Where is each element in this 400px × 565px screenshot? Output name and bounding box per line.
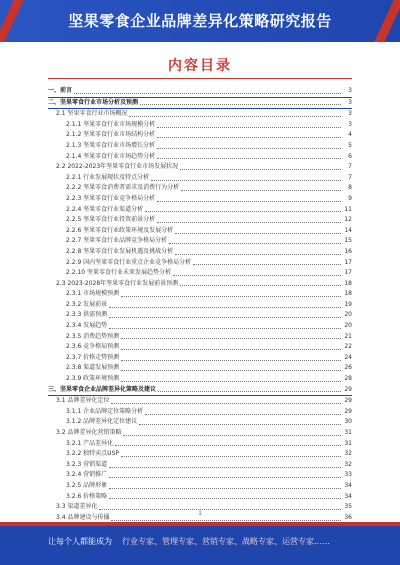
toc-entry-label: 2.2.9 国内坚果零食行业重点企业竞争格局分析	[66, 258, 192, 269]
dot-leader	[121, 296, 341, 297]
toc-row[interactable]	[48, 492, 352, 503]
dot-leader	[157, 201, 341, 202]
page-number: 1	[198, 510, 202, 517]
dot-leader	[121, 349, 341, 350]
toc-title: 内容目录	[168, 58, 232, 74]
table-of-contents	[48, 86, 352, 523]
toc-entry-label: 2.3.5 消费趋势预测	[66, 332, 120, 343]
toc-row[interactable]	[48, 152, 352, 163]
toc-entry-page: 22	[344, 343, 352, 351]
toc-entry-page: 21	[344, 332, 352, 340]
toc-row[interactable]	[48, 374, 352, 385]
toc-row[interactable]	[48, 363, 352, 374]
toc-entry-label: 2.2.3 坚果零食行业竞争格局分析	[66, 194, 156, 205]
toc-entry-page: 31	[344, 429, 352, 436]
dot-leader	[129, 116, 341, 117]
toc-row[interactable]	[48, 130, 352, 141]
toc-entry-label: 3.2.6 价格策略	[66, 492, 108, 503]
toc-row[interactable]	[48, 236, 352, 247]
toc-entry-page: 30	[344, 418, 352, 426]
toc-entry-label: 2.3.2 发展前景	[66, 300, 108, 311]
toc-entry-page: 3	[348, 87, 352, 94]
toc-entry-page: 7	[348, 173, 352, 181]
dot-leader	[74, 93, 341, 94]
toc-entry-page: 31	[344, 439, 352, 447]
toc-entry-label: 3.2.5 品牌形象	[66, 481, 108, 492]
dot-leader	[139, 424, 341, 425]
dot-leader	[111, 403, 341, 404]
toc-entry-page: 8	[348, 184, 352, 192]
toc-row[interactable]	[48, 439, 352, 450]
toc-entry-label: 2.3.3 供需预测	[66, 310, 108, 321]
dot-leader	[121, 370, 341, 371]
toc-entry-label: 2.2.5 坚果零食行业投资前景分析	[66, 215, 156, 226]
toc-row[interactable]	[48, 194, 352, 205]
toc-entry-label: 3.2 品牌差异化营销策略	[56, 428, 122, 439]
toc-entry-page: 36	[344, 513, 352, 521]
toc-row[interactable]	[48, 173, 352, 184]
toc-entry-label: 2.3.9 政策环境预测	[66, 374, 120, 385]
dot-leader	[109, 477, 341, 478]
toc-row[interactable]	[48, 460, 352, 471]
toc-entry-label: 2.2.2 坚果零食消费者需求及消费行为分析	[66, 183, 180, 194]
toc-entry-page: 3	[348, 110, 352, 118]
toc-entry-page: 20	[344, 322, 352, 330]
toc-row[interactable]	[48, 396, 352, 407]
dot-leader	[175, 254, 341, 255]
dot-leader	[157, 148, 341, 149]
dot-leader	[173, 275, 341, 276]
toc-entry-page: 26	[344, 364, 352, 372]
dot-leader	[180, 169, 341, 170]
dot-leader	[157, 127, 341, 128]
dot-leader	[157, 222, 341, 223]
dot-leader	[169, 243, 341, 244]
toc-entry-label: 2.3.6 竞争格局预测	[66, 342, 120, 353]
toc-entry-label: 2.3 2023-2028年坚果零食行业发展前景预测	[56, 279, 179, 290]
toc-entry-page: 19	[344, 300, 352, 308]
dot-leader	[109, 498, 341, 499]
toc-row[interactable]	[48, 141, 352, 152]
toc-entry-label: 2.1.2 坚果零食行业市场结构分析	[66, 130, 156, 141]
toc-entry-page: 17	[344, 258, 352, 266]
dot-leader	[180, 285, 341, 286]
dot-leader	[121, 381, 341, 382]
toc-entry-page: 7	[348, 163, 352, 171]
toc-entry-label: 2.3.4 发展趋势	[66, 321, 108, 332]
toc-entry-label: 2.3.1 市场规模预测	[66, 289, 120, 300]
footer-slogan: 让每个人都能成为	[48, 537, 112, 546]
toc-entry-label: 三、坚果零食企业品牌差异化策略及建议	[48, 385, 157, 396]
toc-row[interactable]	[48, 332, 352, 343]
toc-entry-label: 3.2.4 营销推广	[66, 470, 108, 481]
toc-entry-page: 32	[344, 460, 352, 468]
toc-row[interactable]	[48, 428, 352, 439]
dot-leader	[121, 456, 341, 457]
toc-row[interactable]	[48, 205, 352, 216]
toc-row[interactable]	[48, 407, 352, 418]
toc-row[interactable]	[48, 120, 352, 131]
toc-entry-page: 18	[344, 290, 352, 298]
toc-row[interactable]	[48, 258, 352, 269]
toc-entry-page: 34	[344, 481, 352, 489]
dot-leader	[151, 180, 341, 181]
toc-entry-label: 2.2.10 坚果零食行业未来发展趋势分析	[66, 268, 172, 279]
toc-entry-page: 4	[348, 131, 352, 139]
toc-entry-page: 14	[344, 226, 352, 234]
toc-entry-page: 35	[344, 503, 352, 511]
dot-leader	[109, 467, 341, 468]
toc-entry-label: 2.2.8 坚果零食行业发展机遇及挑战分析	[66, 247, 174, 258]
dot-leader	[175, 233, 341, 234]
toc-entry-page: 15	[344, 237, 352, 245]
toc-entry-label: 二、坚果零食行业市场分析及预测	[48, 98, 139, 109]
toc-row[interactable]	[48, 353, 352, 364]
footer-accent	[0, 522, 400, 526]
toc-row[interactable]	[48, 215, 352, 226]
toc-row[interactable]	[48, 310, 352, 321]
toc-entry-page: 3	[348, 98, 352, 106]
dot-leader	[158, 391, 341, 392]
dot-leader	[123, 435, 341, 436]
dot-leader	[145, 211, 341, 212]
toc-row[interactable]	[48, 226, 352, 237]
dot-leader	[109, 328, 341, 329]
toc-entry-label: 2.1.4 坚果零食行业市场趋势分析	[66, 152, 156, 163]
toc-entry-page: 29	[344, 397, 352, 405]
toc-entry-label: 2.1.3 坚果零食行业市场增长分析	[66, 141, 156, 152]
toc-entry-page: 16	[344, 247, 352, 255]
dot-leader	[140, 104, 341, 105]
toc-row[interactable]	[48, 109, 352, 120]
dot-leader	[109, 307, 341, 308]
toc-entry-label: 2.1.1 坚果零食行业市场规模分析	[66, 120, 156, 131]
toc-entry-page: 34	[344, 492, 352, 500]
dot-leader	[121, 360, 341, 361]
toc-row[interactable]	[48, 268, 352, 279]
toc-row[interactable]	[48, 162, 352, 173]
toc-row[interactable]	[48, 470, 352, 481]
dot-leader	[157, 137, 341, 138]
toc-entry-page: 5	[348, 141, 352, 149]
toc-entry-page: 32	[344, 450, 352, 458]
toc-entry-page: 20	[344, 311, 352, 319]
toc-entry-label: 2.2.4 坚果零食行业渠道分析	[66, 205, 144, 216]
toc-entry-page: 6	[348, 152, 352, 160]
toc-entry-label: 3.1.1 企业品牌定位策略分析	[66, 407, 144, 418]
toc-entry-label: 3.2.1 产品差异化	[66, 439, 114, 450]
toc-entry-label: 2.2.7 坚果零食行业品牌竞争格局分析	[66, 236, 168, 247]
dot-leader	[193, 264, 341, 265]
toc-row[interactable]	[48, 86, 352, 98]
toc-entry-page: 29	[344, 407, 352, 415]
dot-leader	[111, 520, 341, 521]
toc-entry-page: 9	[348, 194, 352, 202]
dot-leader	[121, 338, 341, 339]
dot-leader	[181, 190, 341, 191]
toc-entry-label: 3.2.2 独特卖点USP	[66, 449, 120, 460]
toc-entry-label: 3.3 渠道差异化	[56, 502, 98, 513]
dot-leader	[115, 445, 341, 446]
toc-entry-label: 2.1 坚果零食行业市场概况	[56, 109, 128, 120]
toc-entry-page: 28	[344, 375, 352, 383]
toc-entry-label: 3.1 品牌差异化定位	[56, 396, 110, 407]
toc-entry-label: 2.2 2022-2023年坚果零食行业市场发展状况	[56, 162, 179, 173]
toc-entry-label: 一、前言	[48, 86, 73, 97]
toc-entry-page: 33	[344, 471, 352, 479]
toc-row[interactable]	[48, 481, 352, 492]
toc-entry-page: 11	[344, 205, 352, 213]
toc-entry-label: 3.1.2 品牌差异化定位建议	[66, 417, 138, 428]
toc-entry-page: 17	[344, 269, 352, 277]
page-footer	[0, 522, 400, 565]
toc-row[interactable]	[48, 385, 352, 397]
toc-row[interactable]	[48, 321, 352, 332]
toc-row[interactable]	[48, 247, 352, 258]
toc-entry-label: 3.2.3 营销渠道	[66, 460, 108, 471]
report-title: 坚果零食企业品牌差异化策略研究报告	[68, 12, 332, 30]
toc-entry-label: 2.2.1 行业发展现状及特点分析	[66, 173, 150, 184]
toc-entry-label: 2.3.8 渠道发展预测	[66, 363, 120, 374]
toc-row[interactable]	[48, 98, 352, 110]
toc-entry-label: 2.2.6 坚果零食行业政策环境及发展分析	[66, 226, 174, 237]
toc-row[interactable]	[48, 279, 352, 290]
footer-fields: 行业专家、管理专家、营销专家、战略专家、运营专家……	[122, 537, 330, 546]
dot-leader	[145, 414, 341, 415]
page-header	[0, 0, 400, 42]
toc-entry-page: 24	[344, 353, 352, 361]
toc-divider	[48, 78, 352, 79]
toc-entry-page: 3	[348, 120, 352, 128]
dot-leader	[109, 488, 341, 489]
toc-row[interactable]	[48, 289, 352, 300]
toc-row[interactable]	[48, 342, 352, 353]
toc-row[interactable]	[48, 449, 352, 460]
dot-leader	[157, 158, 341, 159]
toc-entry-label: 2.3.7 价格走势预测	[66, 353, 120, 364]
toc-entry-page: 18	[344, 279, 352, 287]
toc-entry-label: 3.4 品牌建设与传播	[56, 513, 110, 524]
toc-entry-page: 12	[344, 216, 352, 224]
toc-row[interactable]	[48, 417, 352, 428]
toc-row[interactable]	[48, 300, 352, 311]
dot-leader	[109, 317, 341, 318]
toc-row[interactable]	[48, 183, 352, 194]
toc-entry-page: 29	[344, 385, 352, 393]
